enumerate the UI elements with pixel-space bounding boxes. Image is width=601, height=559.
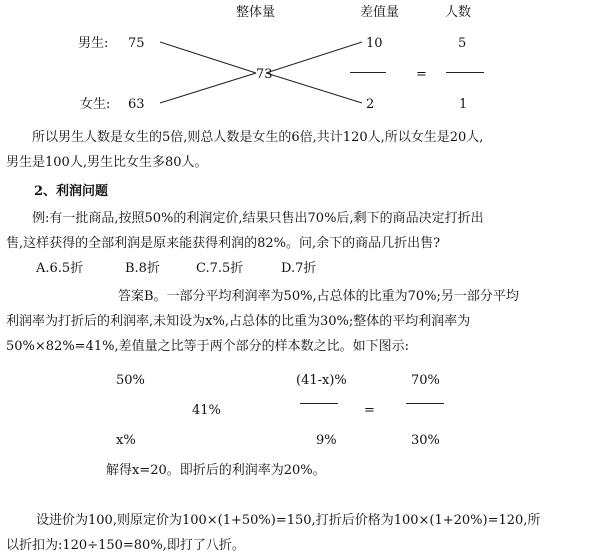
paragraph-line: 所以男生人数是女生的5倍,则总人数是女生的6倍,共计120人,所以女生是20人, bbox=[32, 130, 484, 145]
center-value: 73 bbox=[256, 67, 273, 82]
final-line: 设进价为100,则原定价为100×(1+50%)=150,打折后价格为100×(1+20%)=120,所 bbox=[36, 513, 541, 528]
equals-sign: = bbox=[364, 403, 375, 418]
fraction-bar-diff bbox=[300, 403, 338, 404]
ratio-top: 70% bbox=[411, 373, 440, 388]
diff-top: 10 bbox=[366, 36, 383, 51]
count-top: 5 bbox=[458, 36, 467, 51]
section-heading: 2、利润问题 bbox=[34, 184, 109, 199]
solution-line: 解得x=20。即折后的利润率为20%。 bbox=[106, 463, 326, 478]
female-value: 63 bbox=[128, 97, 145, 112]
final-line: 以折扣为:120÷150=80%,即打了八折。 bbox=[6, 538, 245, 553]
option-a: A.6.5折 bbox=[36, 261, 84, 276]
male-label: 男生: bbox=[78, 36, 109, 51]
ratio-bottom: 30% bbox=[411, 433, 440, 448]
left-top: 50% bbox=[116, 373, 145, 388]
option-d: D.7折 bbox=[281, 261, 317, 276]
option-c: C.7.5折 bbox=[196, 261, 244, 276]
count-bottom: 1 bbox=[459, 97, 468, 112]
female-label: 女生: bbox=[80, 97, 111, 112]
center-value: 41% bbox=[192, 403, 221, 418]
male-value: 75 bbox=[128, 36, 145, 51]
diff-top: (41-x)% bbox=[296, 373, 347, 388]
cross-lines bbox=[0, 0, 601, 140]
answer-line: 答案B。一部分平均利润率为50%,占总体的比重为70%;另一部分平均 bbox=[118, 289, 519, 304]
equals-sign: = bbox=[416, 67, 427, 82]
example-line: 售,这样获得的全部利润是原来能获得利润的82%。问,余下的商品几折出售? bbox=[6, 236, 441, 251]
diff-bottom: 9% bbox=[316, 433, 337, 448]
diff-bottom: 2 bbox=[366, 97, 375, 112]
answer-line: 利润率为打折后的利润率,未知设为x%,占总体的比重为30%;整体的平均利润率为 bbox=[6, 314, 471, 329]
header-diff: 差值量 bbox=[360, 5, 400, 20]
header-count: 人数 bbox=[445, 5, 472, 20]
fraction-bar-ratio bbox=[406, 403, 444, 404]
left-bottom: x% bbox=[116, 433, 136, 448]
option-b: B.8折 bbox=[125, 261, 160, 276]
example-line: 例:有一批商品,按照50%的利润定价,结果只售出70%后,剩下的商品决定打折出 bbox=[32, 211, 484, 226]
paragraph-line: 男生是100人,男生比女生多80人。 bbox=[6, 155, 208, 170]
answer-line: 50%×82%=41%,差值量之比等于两个部分的样本数之比。如下图示: bbox=[6, 339, 409, 354]
header-whole: 整体量 bbox=[236, 5, 276, 20]
